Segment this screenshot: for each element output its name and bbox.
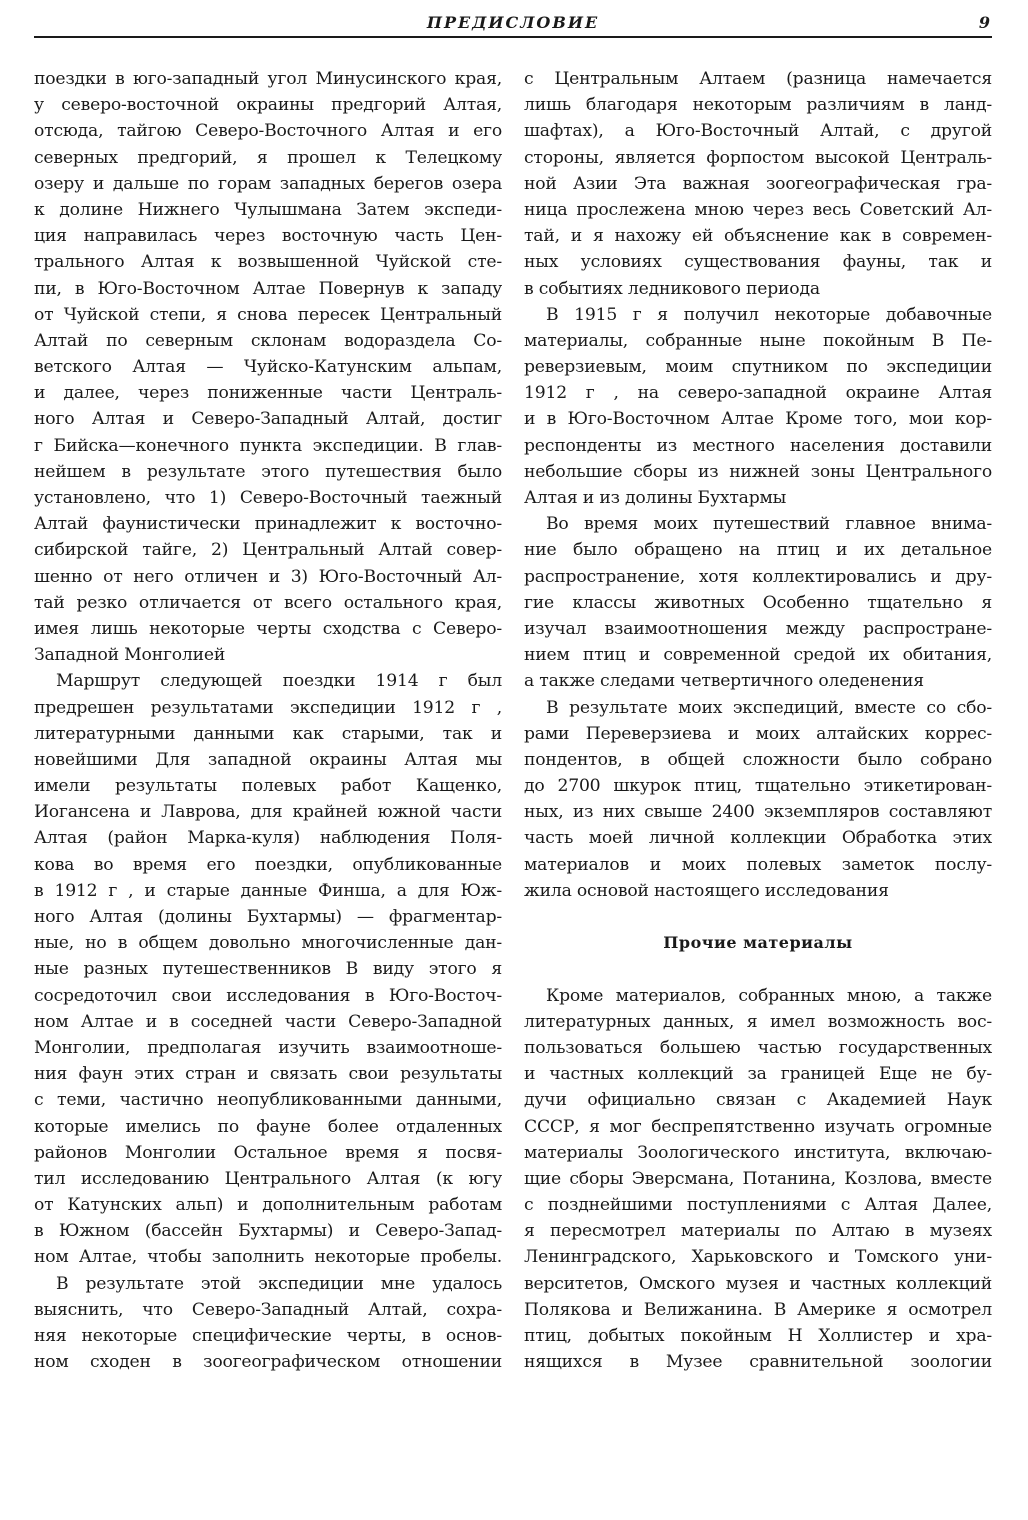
text-line: от Чуйской степи, я снова пересек Центральный: [34, 304, 502, 325]
text-line: стороны, является форпостом высокой Централь-: [524, 147, 992, 168]
text-line: нием птиц и современной средой их обитания,: [524, 645, 992, 666]
text-line: с Центральным Алтаем (разница намечается: [524, 69, 992, 89]
text-line: ных, из них свыше 2400 экземпляров составляют: [524, 802, 992, 823]
text-line: Полякова и Велижанина. В Америке я осмотрел: [524, 1299, 992, 1320]
text-line: от Катунских альп) и дополнительным работам: [34, 1195, 502, 1216]
text-line: пондентов, в общей сложности было собрано: [524, 749, 992, 770]
text-line: отсюда, тайгою Северо-Восточного Алтая и его: [34, 121, 502, 142]
text-line: пользоваться большею частью государственных: [524, 1037, 992, 1058]
text-line: тай резко отличается от всего остального края,: [34, 592, 502, 613]
text-line: пи, в Юго-Восточном Алтае Повернув к западу: [34, 278, 502, 299]
right-text-column: [524, 66, 992, 1375]
text-line: небольшие сборы из нижней зоны Центрального: [524, 461, 992, 482]
blank-line: [524, 904, 992, 930]
text-line: В результате этой экспедиции мне удалось: [56, 1273, 502, 1294]
text-line: СССР, я мог беспрепятственно изучать огромные: [524, 1116, 992, 1137]
text-line: гие классы животных Особенно тщательно я: [524, 592, 992, 613]
text-line: литературными данными как старыми, так и: [34, 723, 502, 744]
text-line: до 2700 шкурок птиц, тщательно этикетирован-: [524, 776, 992, 797]
left-text-column: [34, 66, 502, 1375]
text-line: выяснить, что Северо-Западный Алтай, сохра-: [34, 1299, 502, 1320]
text-line: Маршрут следующей поездки 1914 г был: [56, 671, 502, 692]
text-line: шафтах), а Юго-Восточный Алтай, с другой: [524, 121, 992, 142]
text-line: ном Алтае, чтобы заполнить некоторые пробелы.: [34, 1247, 502, 1268]
text-line: ного Алтая (долины Бухтармы) — фрагментар-: [34, 907, 502, 927]
text-line: птиц, добытых покойным Н Холлистер и хра-: [524, 1326, 992, 1346]
text-line: а также следами четвертичного оледенения: [524, 671, 924, 692]
text-line: Алтая и из долины Бухтармы: [524, 488, 787, 508]
text-line: я пересмотрел материалы по Алтаю в музеях: [524, 1221, 992, 1242]
text-line: материалов и моих полевых заметок послу-: [524, 854, 992, 875]
text-line: которые имелись по фауне более отдаленных: [34, 1116, 502, 1137]
text-line: Алтая (район Марка-куля) наблюдения Поля-: [34, 828, 502, 849]
text-line: озеру и дальше по горам западных берегов озера: [34, 173, 502, 194]
text-line: ной Азии Эта важная зоогеографическая гра-: [524, 173, 992, 194]
running-head: [34, 8, 992, 38]
text-line: ница прослежена мною через весь Советский Ал-: [524, 199, 992, 220]
text-line: дучи официально связан с Академией Наук: [524, 1090, 992, 1111]
text-line: в Южном (бассейн Бухтармы) и Северо-Запад-: [34, 1221, 502, 1242]
text-line: поездки в юго-западный угол Минусинского края,: [34, 69, 502, 89]
text-line: и далее, через пониженные части Централь-: [34, 383, 502, 404]
text-line: часть моей личной коллекции Обработка этих: [524, 828, 992, 849]
text-line: Алтай по северным склонам водораздела Со-: [34, 330, 502, 351]
text-line: Ленинградского, Харьковского и Томского уни-: [524, 1247, 992, 1268]
text-line: рами Переверзиева и моих алтайских коррес-: [524, 723, 992, 744]
text-line: северных предгорий, я прошел к Телецкому: [34, 147, 502, 168]
text-line: реверзиевым, моим спутником по экспедиции: [524, 357, 992, 378]
text-line: верситетов, Омского музея и частных коллекций: [524, 1273, 992, 1294]
text-line: сосредоточил свои исследования в Юго-Восточ-: [34, 985, 502, 1006]
text-line: Монголии, предполагая изучить взаимоотноше-: [34, 1037, 502, 1058]
text-line: литературных данных, я имел возможность вос-: [524, 1011, 992, 1032]
text-line: в событиях ледникового периода: [524, 278, 820, 299]
page-number: 9: [978, 13, 990, 32]
text-line: и частных коллекций за границей Еще не бу-: [524, 1064, 992, 1085]
text-line: ние было обращено на птиц и их детальное: [524, 540, 992, 561]
text-line: изучал взаимоотношения между распростране-: [524, 618, 992, 639]
text-line: Иогансена и Лаврова, для крайней южной части: [34, 802, 502, 823]
text-line: тил исследованию Центрального Алтая (к югу: [34, 1168, 502, 1189]
text-line: к долине Нижнего Чулышмана Затем экспеди-: [34, 199, 502, 220]
text-line: нейшем в результате этого путешествия было: [34, 461, 502, 482]
text-line: тай, и я нахожу ей объяснение как в современ-: [524, 226, 992, 247]
text-line: в 1912 г , и старые данные Финша, а для Юж-: [34, 880, 502, 901]
text-line: шенно от него отличен и 3) Юго-Восточный Ал-: [34, 566, 502, 587]
text-line: В результате моих экспедиций, вместе со сбо-: [546, 697, 992, 718]
text-line: материалы, собранные ныне покойным В Пе-: [524, 330, 992, 351]
text-line: жила основой настоящего исследования: [524, 880, 889, 901]
text-line: имели результаты полевых работ Кащенко,: [34, 776, 502, 797]
text-line: ных условиях существования фауны, так и: [524, 252, 992, 273]
text-line: сибирской тайге, 2) Центральный Алтай совер-: [34, 540, 502, 561]
text-line: г Бийска—конечного пункта экспедиции. В глав-: [34, 435, 502, 456]
running-head-title: ПРЕДИСЛОВИЕ: [426, 13, 600, 32]
text-line: респонденты из местного населения доставили: [524, 435, 992, 456]
text-line: установлено, что 1) Северо-Восточный таежный: [34, 488, 502, 508]
text-line: районов Монголии Остальное время я посвя-: [34, 1142, 502, 1163]
text-line: имея лишь некоторые черты сходства с Северо-: [34, 618, 502, 639]
text-line: Во время моих путешествий главное внима-: [546, 514, 992, 535]
text-line: новейшими Для западной окраины Алтая мы: [34, 749, 502, 770]
text-line: у северо-восточной окраины предгорий Алтая,: [34, 95, 502, 116]
text-line: ция направилась через восточную часть Цен-: [34, 226, 502, 247]
text-line: 1912 г , на северо-западной окраине Алтая: [524, 383, 992, 404]
blank-line: [524, 956, 992, 982]
text-line: и в Юго-Восточном Алтае Кроме того, мои кор-: [524, 409, 992, 430]
text-line: ные, но в общем довольно многочисленные дан-: [34, 933, 502, 954]
text-line: с теми, частично неопубликованными данными,: [34, 1090, 502, 1111]
text-line: лишь благодаря некоторым различиям в ланд-: [524, 95, 992, 116]
text-line: предрешен результатами экспедиции 1912 г ,: [34, 697, 502, 718]
text-line: Западной Монголией: [34, 645, 226, 666]
text-line: трального Алтая к возвышенной Чуйской сте-: [34, 252, 502, 273]
text-line: щие сборы Эверсмана, Потанина, Козлова, вместе: [524, 1168, 992, 1189]
text-line: ном сходен в зоогеографическом отношении: [34, 1352, 502, 1373]
text-line: с позднейшими поступлениями с Алтая Далее,: [524, 1195, 992, 1216]
text-line: ветского Алтая — Чуйско-Катунским альпам,: [34, 357, 502, 378]
text-line: ного Алтая и Северо-Западный Алтай, достиг: [34, 409, 502, 430]
text-line: няя некоторые специфические черты, в основ-: [34, 1326, 502, 1346]
text-line: Алтай фаунистически принадлежит к восточно-: [34, 514, 502, 535]
text-line: нящихся в Музее сравнительной зоологии: [524, 1352, 992, 1373]
text-line: ные разных путешественников В виду этого я: [34, 959, 502, 980]
text-line: кова во время его поездки, опубликованные: [34, 854, 502, 875]
section-heading: Прочие материалы: [663, 933, 853, 953]
text-line: ния фаун этих стран и связать свои результаты: [34, 1064, 502, 1085]
text-line: распространение, хотя коллектировались и дру-: [524, 566, 992, 587]
text-line: материалы Зоологического института, включаю-: [524, 1142, 992, 1163]
text-line: Кроме материалов, собранных мною, а также: [546, 985, 992, 1006]
text-line: ном Алтае и в соседней части Северо-Западной: [34, 1011, 502, 1032]
text-line: В 1915 г я получил некоторые добавочные: [546, 304, 992, 325]
